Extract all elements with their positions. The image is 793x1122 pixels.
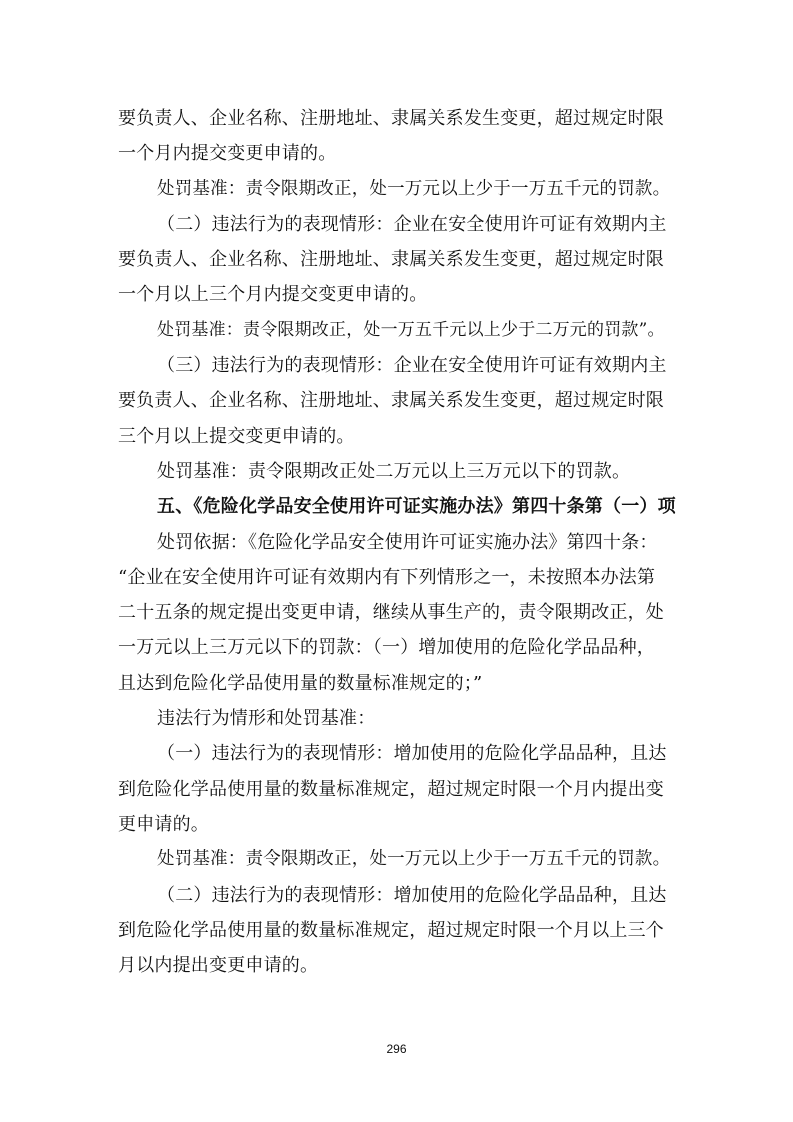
text-line: （二）违法行为的表现情形：企业在安全使用许可证有效期内主 [157, 213, 667, 235]
text-line: （二）违法行为的表现情形：增加使用的危险化学品品种，且达 [157, 884, 667, 906]
text-line: （三）违法行为的表现情形：企业在安全使用许可证有效期内主 [157, 355, 667, 377]
text-line: 三个月以上提交变更申请的。 [118, 425, 355, 447]
text-line: 一万元以上三万元以下的罚款：（一）增加使用的危险化学品品种， [118, 637, 655, 659]
document-body [118, 101, 678, 983]
text-line: （一）违法行为的表现情形：增加使用的危险化学品品种，且达 [157, 743, 667, 765]
text-line: 要负责人、企业名称、注册地址、隶属关系发生变更，超过规定时限 [118, 108, 664, 129]
text-line: 要负责人、企业名称、注册地址、隶属关系发生变更，超过规定时限 [118, 390, 664, 412]
text-line: 处罚基准：责令限期改正，处一万元以上少于一万五千元的罚款。 [157, 178, 671, 199]
text-line: 到危险化学品使用量的数量标准规定，超过规定时限一个月以上三个 [118, 919, 664, 941]
text-line: 更申请的。 [118, 813, 209, 835]
text-line: 处罚依据：《危险化学品安全使用许可证实施办法》第四十条： [157, 531, 658, 553]
page-number: 296 [386, 1042, 407, 1056]
text-line: 处罚基准：责令限期改正，处一万五千元以上少于二万元的罚款”。 [157, 319, 665, 340]
text-line: 一个月内提交变更申请的。 [118, 143, 337, 165]
text-line: 且达到危险化学品使用量的数量标准规定的；” [118, 672, 483, 694]
text-line: “企业在安全使用许可证有效期内有下列情形之一，未按照本办法第 [118, 566, 656, 588]
text-line: 处罚基准：责令限期改正，处一万元以上少于一万五千元的罚款。 [157, 849, 671, 870]
text-line: 违法行为情形和处罚基准： [157, 708, 376, 730]
text-line: 一个月以上三个月内提交变更申请的。 [118, 284, 428, 306]
text-line: 月以内提出变更申请的。 [118, 955, 319, 977]
text-line: 二十五条的规定提出变更申请，继续从事生产的，责令限期改正，处 [118, 602, 664, 624]
text-line: 到危险化学品使用量的数量标准规定，超过规定时限一个月内提出变 [118, 778, 664, 800]
text-line: 要负责人、企业名称、注册地址、隶属关系发生变更，超过规定时限 [118, 249, 664, 271]
section-heading: 五、《危险化学品安全使用许可证实施办法》第四十条第（一）项 [157, 496, 676, 518]
text-line: 处罚基准：责令限期改正处二万元以上三万元以下的罚款。 [157, 460, 631, 482]
